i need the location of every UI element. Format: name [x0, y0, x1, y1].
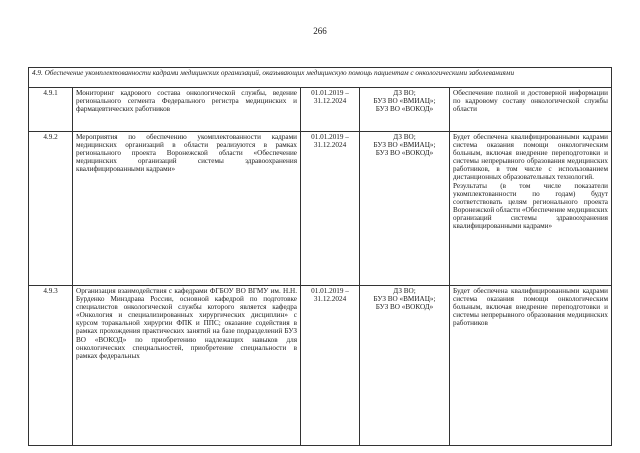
executor: ДЗ ВО;: [393, 89, 416, 97]
result-text: Будет обеспечена квалифицированными кадрами система оказания помощи онкологическим больным, включая внедрение переподготовки и системы непрерывного образования медицинских работников, в том числе с использованием дистанционных образовательных технологий.: [453, 133, 608, 182]
result-text: Обеспечение полной и достоверной информации по кадровому составу онкологической службы области: [453, 89, 608, 114]
executor: БУЗ ВО «ВОКОД»: [375, 105, 434, 114]
table-row: [29, 88, 612, 132]
section-title: 4.9. Обеспечение укомплектованности кадрами медицинских организаций, оказывающих медицинскую помощь пациентам с онкологическими заболеваниями: [29, 68, 612, 88]
row-number: 4.9.3: [29, 286, 73, 446]
section-row: [29, 68, 612, 88]
executor: БУЗ ВО «ВМИАЦ»;: [373, 295, 436, 304]
measure-text: Мониторинг кадрового состава онкологической службы, ведение регионального сегмента Федерального регистра медицинских и фармацевтических работников: [73, 88, 301, 132]
measures-table: [28, 67, 612, 446]
date-start: 01.01.2019 –: [311, 89, 349, 97]
executors-cell: [360, 286, 450, 446]
dates-cell: [301, 88, 360, 132]
result-text: Будет обеспечена квалифицированными кадрами система оказания помощи онкологическим больным, включая внедрение переподготовки и системы непрерывного образования медицинских работников: [453, 287, 608, 328]
executor: БУЗ ВО «ВМИАЦ»;: [373, 141, 436, 150]
date-end: 31.12.2024: [313, 141, 347, 150]
table-row: [29, 132, 612, 286]
date-start: 01.01.2019 –: [311, 287, 349, 295]
table-row: [29, 286, 612, 446]
page-number: 266: [313, 26, 327, 36]
dates-cell: [301, 132, 360, 286]
row-number: 4.9.1: [29, 88, 73, 132]
result-cell: [450, 286, 612, 446]
executor: ДЗ ВО;: [393, 133, 416, 141]
executors-cell: [360, 88, 450, 132]
executor: БУЗ ВО «ВОКОД»: [375, 149, 434, 158]
date-end: 31.12.2024: [313, 295, 347, 304]
measure-text: Организация взаимодействия с кафедрами ФГБОУ ВО ВГМУ им. Н.Н. Бурденко Минздрава России, основной кафедрой по подготовке специалистов онкологической службы которого является кафедра «Онкология и специализированных хирургических дисциплин» с курсом торакальной хирургии ФПК и ППС; оказание содействия в рамках прохождения практических занятий на базе подразделений БУЗ ВО «ВОКОД» по приобретению надлежащих навыков для онкологических специальностей, приобретение специальности в рамках федеральных: [73, 286, 301, 446]
date-end: 31.12.2024: [313, 97, 347, 106]
executor: БУЗ ВО «ВОКОД»: [375, 303, 434, 312]
date-start: 01.01.2019 –: [311, 133, 349, 141]
executor: БУЗ ВО «ВМИАЦ»;: [373, 97, 436, 106]
result-cell: [450, 88, 612, 132]
dates-cell: [301, 286, 360, 446]
executor: ДЗ ВО;: [393, 287, 416, 295]
row-number: 4.9.2: [29, 132, 73, 286]
measure-text: Мероприятия по обеспечению укомплектованности кадрами медицинских организаций в области реализуются в рамках регионального проекта Воронежской области «Обеспечение медицинских организаций системы здравоохранения квалифицированными кадрами»: [73, 132, 301, 286]
executors-cell: [360, 132, 450, 286]
result-text: Результаты (в том числе показатели укомплектованности по годам) будут соответствовать целям регионального проекта Воронежской области «Обеспечение медицинских организаций системы здравоохранения квалифицированными кадрами»: [453, 181, 608, 231]
result-cell: [450, 132, 612, 286]
